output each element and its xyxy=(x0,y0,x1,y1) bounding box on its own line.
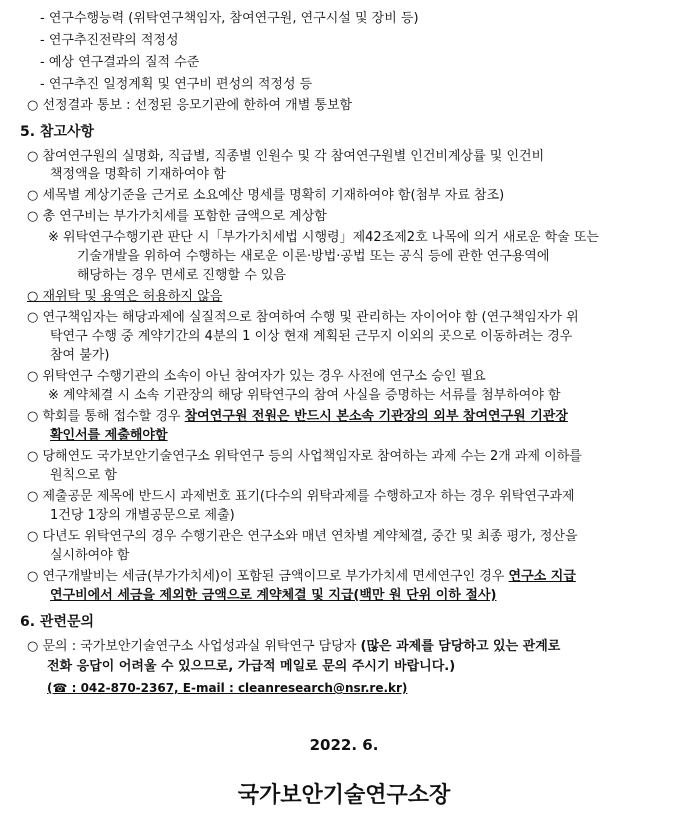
note-line: ※ 위탁연구수행기관 판단 시「부가가치세법 시행령」제42조제2호 나목에 의거 새로운 학술 또는 xyxy=(48,230,599,245)
contact-info: (☎ : 042-870-2367, E-mail : cleanresearch@nsr.re.kr) xyxy=(47,681,408,695)
issue-date: 2022. 6. xyxy=(309,736,379,754)
eval-item: - 연구수행능력 (위탁연구책임자, 참여연구원, 연구시설 및 장비 등) xyxy=(40,11,419,26)
note-line xyxy=(27,408,568,425)
result-notice: ○ 선정결과 통보 : 선정된 응모기관에 한하여 개별 통보함 xyxy=(27,98,353,113)
note-line: ○ 총 연구비는 부가가치세를 포함한 금액으로 계상함 xyxy=(27,209,327,224)
note-line: 탁연구 수행 중 계약기간의 4분의 1 이상 현재 계획된 근무지 이외의 곳으로 이동하려는 경우 xyxy=(50,329,573,344)
signature: 국가보안기술연구소장 xyxy=(237,783,451,808)
note-line: 책정액을 명확히 기재하여야 함 xyxy=(50,167,226,182)
inquiry-note-cont: 전화 응답이 어려울 수 있으므로, 가급적 메일로 문의 주시기 바랍니다.) xyxy=(47,659,456,674)
note-line: 해당하는 경우 면세로 진행할 수 있음 xyxy=(77,268,287,283)
note-line: ○ 당해연도 국가보안기술연구소 위탁연구 등의 사업책임자로 참여하는 과제 수는 2개 과제 이하를 xyxy=(27,449,582,464)
note-line: 확인서를 제출해야함 xyxy=(50,428,168,443)
note-line-emphasis: 연구소 지급 xyxy=(508,569,576,584)
section-5-title: 5. 참고사항 xyxy=(20,124,95,140)
note-line: ○ 제출공문 제목에 반드시 과제번호 표기(다수의 위탁과제를 수행하고자 하는 경우 위탁연구과제 xyxy=(27,489,575,504)
note-line xyxy=(27,568,576,585)
eval-item: - 예상 연구결과의 질적 수준 xyxy=(40,55,200,70)
note-line: 원칙으로 함 xyxy=(50,468,117,483)
note-line: 참여 불가) xyxy=(50,348,110,363)
note-line: 실시하여야 함 xyxy=(50,548,130,563)
section-6-title: 6. 관련문의 xyxy=(20,614,95,630)
note-line: ○ 참여연구원의 실명화, 직급별, 직종별 인원수 및 각 참여연구원별 인건비계상률 및 인건비 xyxy=(27,149,545,164)
note-line: ○ 연구책임자는 해당과제에 실질적으로 참여하여 수행 및 관리하는 자이어야 함 (연구책임자가 위 xyxy=(27,310,579,325)
note-line-prefix: ○ 연구개발비는 세금(부가가치세)이 포함된 금액이므로 부가가치세 면세연구인 경우 xyxy=(27,569,505,584)
note-line: 1건당 1장의 개별공문으로 제출) xyxy=(50,508,235,523)
note-line-prefix: ○ 학회를 통해 접수할 경우 xyxy=(27,409,181,424)
note-line: ○ 세목별 계상기준을 근거로 소요예산 명세를 명확히 기재하여야 함(첨부 자료 참조) xyxy=(27,188,505,203)
eval-item: - 연구추진 일정계획 및 연구비 편성의 적정성 등 xyxy=(40,77,313,92)
note-line: ○ 위탁연구 수행기관의 소속이 아닌 참여자가 있는 경우 사전에 연구소 승인 필요 xyxy=(27,369,486,384)
note-line: ○ 다년도 위탁연구의 경우 수행기관은 연구소와 매년 연차별 계약체결, 중간 및 최종 평가, 정산을 xyxy=(27,529,578,544)
note-line: ※ 계약체결 시 소속 기관장의 해당 위탁연구의 참여 사실을 증명하는 서류를 첨부하여야 함 xyxy=(48,388,561,403)
note-line: ○ 재위탁 및 용역은 허용하지 않음 xyxy=(27,289,223,304)
note-line-emphasis: 참여연구원 전원은 반드시 본소속 기관장의 외부 참여연구원 기관장 xyxy=(184,409,568,424)
note-line: 기술개발을 위하여 수행하는 새로운 이론·방법·공법 또는 공식 등에 관한 연구용역에 xyxy=(77,249,550,264)
eval-item: - 연구추진전략의 적정성 xyxy=(40,33,179,48)
inquiry-line xyxy=(27,638,560,655)
inquiry-note: (많은 과제를 담당하고 있는 관계로 xyxy=(360,639,561,654)
inquiry-prefix: ○ 문의 : 국가보안기술연구소 사업성과실 위탁연구 담당자 xyxy=(27,639,357,654)
note-line: 연구비에서 세금을 제외한 금액으로 계약체결 및 지급(백만 원 단위 이하 절사) xyxy=(50,588,497,603)
